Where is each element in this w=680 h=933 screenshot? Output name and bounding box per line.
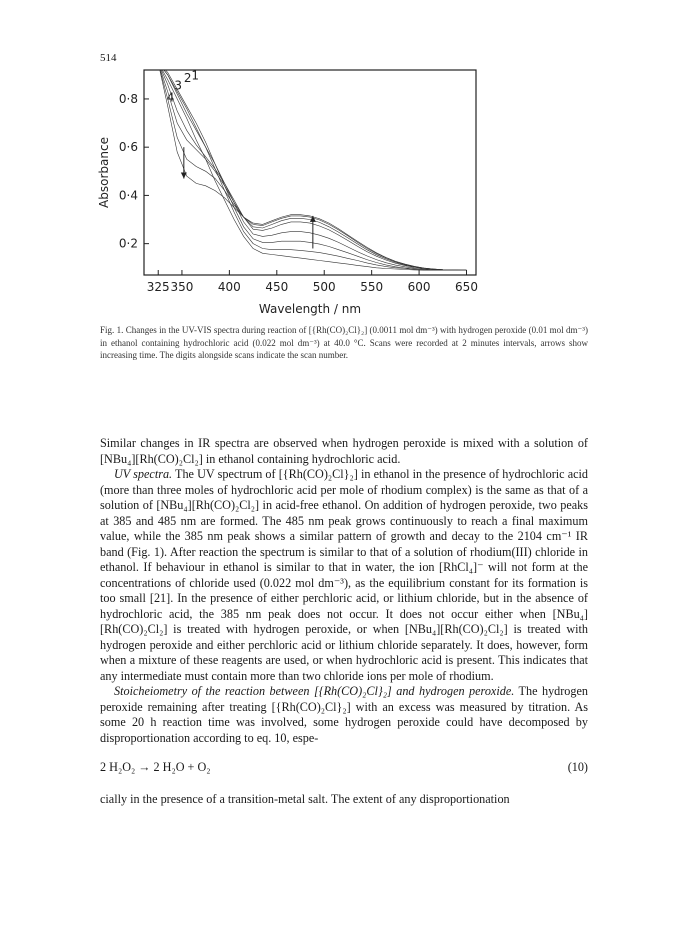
- x-tick-label-500: 500: [312, 280, 336, 294]
- paragraph-stoicheiometry: [100, 684, 588, 746]
- x-tick-label-325: 325: [146, 280, 170, 294]
- scan-label-2: 2: [183, 71, 192, 86]
- uv-spectra-text: The UV spectrum of [{Rh(CO)₂Cl}₂] in ethanol in the presence of hydrochloric acid (more than three moles of hydrochloric acid per mole of rhodium complex) is the same as that of a solution of [NBu₄][Rh(CO)₂Cl₂] in acid-free ethanol. On addition of hydrogen peroxide, two peaks at 385 and 485 nm are formed. The 485 nm peak grows continuously to reach a final maximum value, while the 385 nm peak shows a similar pattern of growth and decay to the 2104 cm⁻¹ IR band (Fig. 1). After reaction the spectrum is similar to that of a solution of rhodium(III) chloride in ethanol. If behaviour in ethanol is similar to that in water, the ion [RhCl₄]⁻ will not form at the concentrations of chloride used (0.022 mol dm⁻³), as the equilibrium constant for its formation is too small [21]. In the presence of either perchloric acid, or lithium chloride, but in the absence of hydrochloric acid, the 385 nm peak does not occur. It does not occur either when [NBu₄][Rh(CO)₂Cl₂] is treated with hydrogen peroxide, or when [NBu₄][Rh(CO)₂Cl₂] is treated with hydrogen peroxide and either perchloric acid or lithium chloride separately. It does, however, form when a mixture of these reagents are used, or when hydrochloric acid is present. This indicates that any intermediate must contain more than two chloride ions per mole of rhodium.: [100, 467, 589, 683]
- equation-number: (10): [567, 760, 588, 774]
- page-number: 514: [100, 52, 117, 64]
- paragraph-ir-similarity: Similar changes in IR spectra are observed when hydrogen peroxide is mixed with a solution of [NBu₄][Rh(CO)₂Cl₂] in ethanol containing hydrochloric acid.: [100, 436, 588, 466]
- x-tick-label-450: 450: [265, 280, 289, 294]
- equation-text: 2 H₂O₂ → 2 H₂O + O₂: [100, 760, 211, 774]
- uv-spectra-heading: UV spectra.: [114, 467, 173, 481]
- plot-border: [144, 70, 476, 275]
- ticks-layer: [119, 92, 478, 294]
- continuation-text: cially in the presence of a transition-metal salt. The extent of any disproportionation: [100, 792, 510, 806]
- plot-frame: [144, 70, 476, 275]
- equation-10: [100, 760, 588, 775]
- y-tick-label-0.2: 0·2: [118, 236, 138, 251]
- stoicheiometry-text: The hydrogen peroxide remaining after treating [{Rh(CO)₂Cl}₂] with an excess was measured by titration. As some 20 h reaction time was involved, some hydrogen peroxide could have decomposed by disproportionation according to eq. 10, espe-: [100, 684, 589, 745]
- x-tick-label-400: 400: [217, 280, 241, 294]
- uv-vis-spectra-chart: [92, 62, 512, 320]
- series-layer: [158, 63, 466, 270]
- y-axis-label: Absorbance: [97, 137, 111, 208]
- x-axis-label: Wavelength / nm: [258, 302, 362, 316]
- x-tick-label-550: 550: [360, 280, 384, 294]
- x-tick-label-350: 350: [170, 280, 194, 294]
- caption-label: Fig. 1.: [100, 325, 124, 335]
- body-text: [100, 436, 588, 746]
- arrow-down-head: [181, 173, 187, 179]
- y-tick-label-0.8: 0·8: [118, 91, 138, 106]
- x-tick-label-600: 600: [407, 280, 431, 294]
- x-tick-label-650: 650: [455, 280, 478, 294]
- caption-text: Changes in the UV-VIS spectra during reaction of [{Rh(CO)₂Cl}₂] (0.0011 mol dm⁻³) with hydrogen peroxide (0.01 mol dm⁻³) in ethanol containing hydrochloric acid (0.022 mol dm⁻³) at 40.0 °C. Scans were recorded at 2 minutes intervals, arrows show increasing time. The digits alongside scans indicate the scan number.: [100, 325, 588, 360]
- y-tick-label-0.6: 0·6: [118, 140, 138, 155]
- y-tick-label-0.4: 0·4: [118, 188, 138, 203]
- figure-caption: [100, 324, 588, 362]
- paragraph-uv-spectra: [100, 467, 588, 684]
- scan-label-3: 3: [174, 78, 182, 93]
- scan-label-1: 1: [191, 68, 200, 83]
- stoicheiometry-heading: Stoicheiometry of the reaction between [{Rh(CO)₂Cl}₂] and hydrogen peroxide.: [114, 684, 515, 698]
- scan-label-4: 4: [166, 90, 175, 105]
